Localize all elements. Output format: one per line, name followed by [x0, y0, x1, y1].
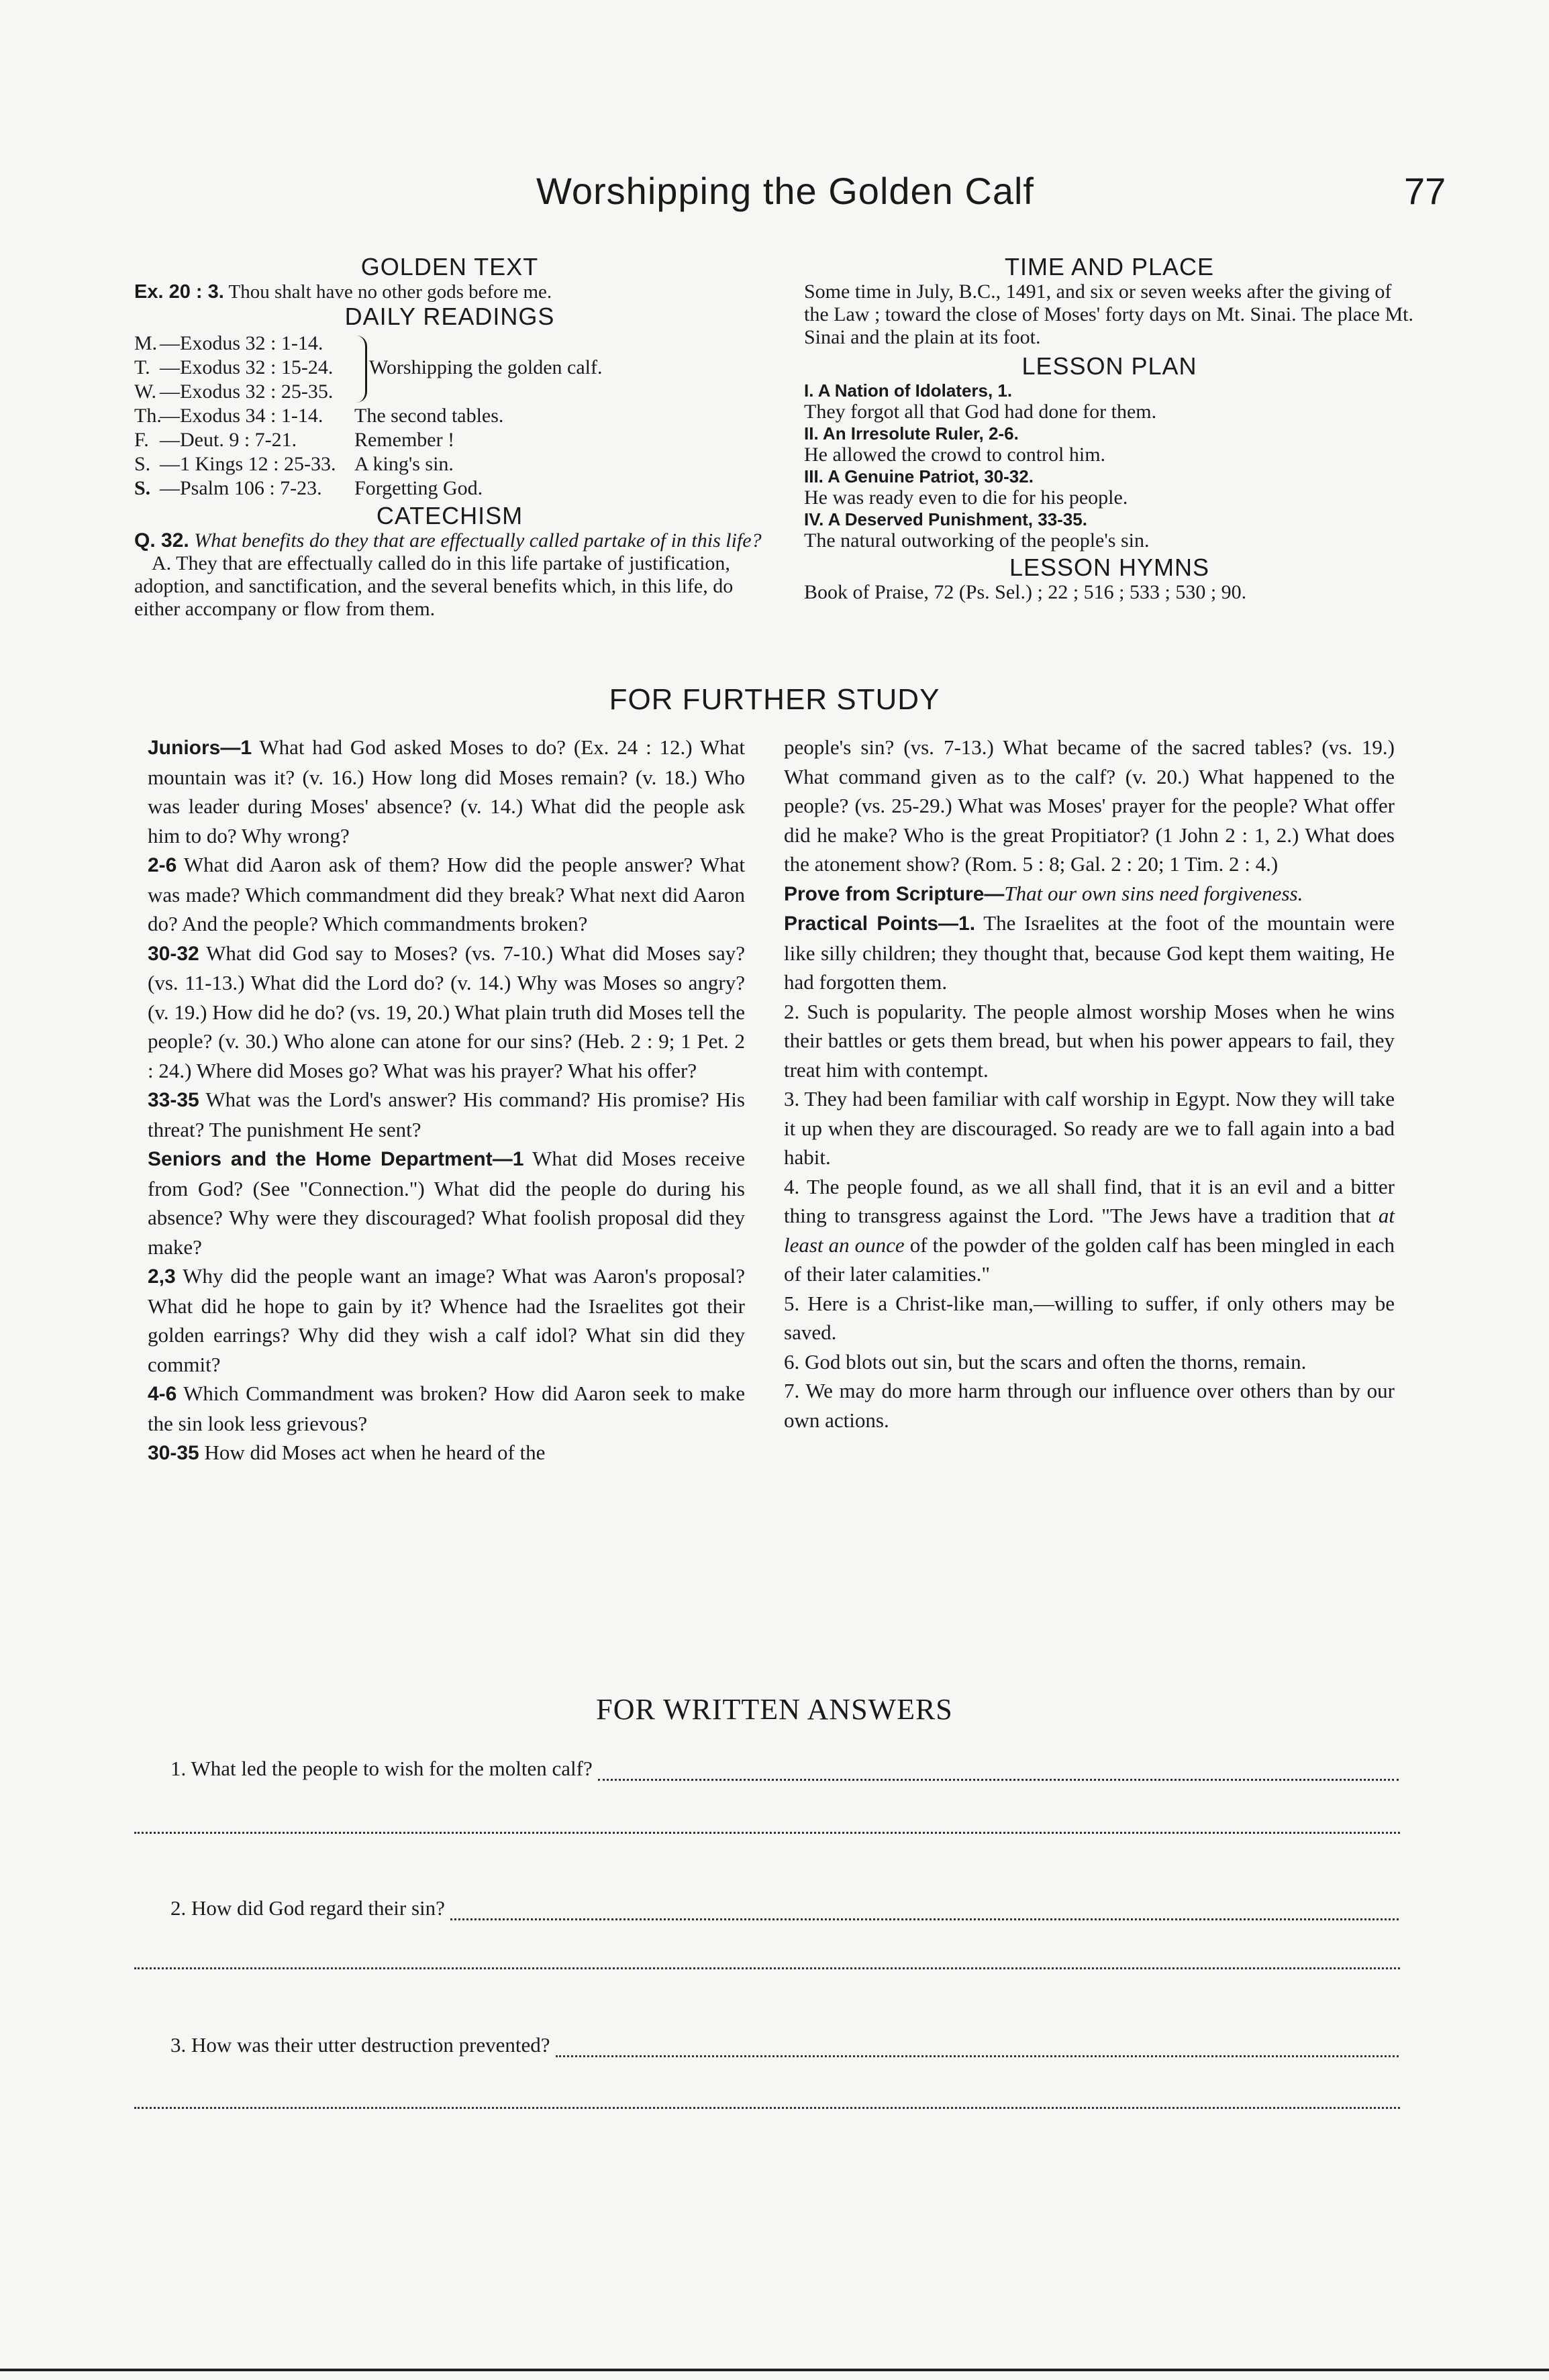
left-top-column [134, 254, 765, 621]
reading-item: T. —Exodus 32 : 15-24. [134, 356, 334, 378]
reading-item: M. —Exodus 32 : 1-14. [134, 332, 323, 354]
study-paragraph: 30-32 What did God say to Moses? (vs. 7-10.) What did Moses say? (vs. 11-13.) What did the Lord do? (v. 14.) Why was Moses so angry? (v. 19.) How did he do? (vs. 19, 20.) What plain truth did Moses tell the people? (v. 30.) Who alone can atone for our sins? (Heb. 2 : 9; 1 Pet. 2 : 24.) Where did Moses go? What was his prayer? What his offer? [148, 941, 745, 1082]
lesson-hymns-heading: LESSON HYMNS [1009, 554, 1210, 581]
golden-text-heading: GOLDEN TEXT [360, 253, 539, 280]
prove-from-scripture: Prove from Scripture—That our own sins need forgiveness. [784, 881, 1303, 905]
golden-text-body: Thou shalt have no other gods before me. [228, 281, 552, 303]
study-paragraph: 4-6 Which Commandment was broken? How did Aaron seek to make the sin look less grievous? [148, 1382, 745, 1435]
page-title: Worshipping the Golden Calf [536, 170, 1034, 212]
study-paragraph: 2-6 What did Aaron ask of them? How did the people answer? What was made? Which commandment did they break? What next did Aaron do? And the people? Which commandments broken? [148, 853, 745, 935]
written-answers-heading: FOR WRITTEN ANSWERS [596, 1693, 953, 1726]
lesson-hymns-text: Book of Praise, 72 (Ps. Sel.) ; 22 ; 516 ; 533 ; 530 ; 90. [804, 581, 1247, 603]
reading-item: Th.—Exodus 34 : 1-14. The second tables. [134, 405, 504, 427]
answer-line[interactable] [134, 2107, 1400, 2109]
further-study-heading: FOR FURTHER STUDY [609, 683, 940, 716]
running-head [0, 169, 1549, 216]
question-text: 2. How did God regard their sin? [170, 1896, 445, 1920]
golden-text [134, 280, 765, 303]
written-question [170, 1896, 1399, 1920]
golden-text-reference: Ex. 20 : 3. [134, 281, 224, 303]
lesson-plan-item: IV. A Deserved Punishment, 33-35. The natural outworking of the people's sin. [804, 509, 1150, 552]
practical-point: 3. They had been familiar with calf worship in Egypt. Now they will take it up when they are discouraged. So ready are we to fall again into a bad habit. [784, 1087, 1395, 1169]
question-text: 1. What led the people to wish for the molten calf? [170, 1757, 593, 1780]
reading-item: W. —Exodus 32 : 25-35. [134, 380, 334, 403]
time-place-heading: TIME AND PLACE [1004, 253, 1215, 280]
daily-readings-list [134, 331, 765, 503]
right-top-column [804, 254, 1415, 604]
reading-item: F. —Deut. 9 : 7-21. Remember ! [134, 429, 455, 451]
catechism-heading: CATECHISM [376, 502, 523, 529]
brace-mark [356, 335, 367, 403]
practical-point: Practical Points—1. The Israelites at the foot of the mountain were like silly children; they thought that, because God kept them waiting, He had forgotten them. [784, 911, 1395, 994]
page-number: 77 [1404, 170, 1446, 212]
practical-point: 7. We may do more harm through our influence over others than by our own actions. [784, 1379, 1395, 1432]
lesson-plan-item: II. An Irresolute Ruler, 2-6. He allowed the crowd to control him. [804, 423, 1106, 466]
answer-line[interactable] [598, 1760, 1399, 1781]
study-paragraph: Juniors—1 What had God asked Moses to do? (Ex. 24 : 12.) What mountain was it? (v. 16.) How long did Moses remain? (v. 18.) Who was leader during Moses' absence? (v. 14.) What did the people ask him to do? Why wrong? [148, 735, 745, 847]
page-bottom-edge [0, 2369, 1549, 2371]
practical-point: 4. The people found, as we all shall find, that it is an evil and a bitter thing to transgress against the Lord. "The Jews have a tradition that at least an ounce of the powder of the golden calf has been mingled in each of their later calamities." [784, 1174, 1395, 1286]
answer-line[interactable] [134, 1967, 1400, 1969]
written-question [170, 1757, 1399, 1781]
daily-readings-heading: DAILY READINGS [344, 303, 555, 330]
reading-brace-title: Worshipping the golden calf. [369, 356, 603, 378]
reading-item: S. —1 Kings 12 : 25-33. A king's sin. [134, 453, 454, 475]
study-paragraph: 2,3 Why did the people want an image? What was Aaron's proposal? What did he hope to gain by it? Whence had the Israelites got their golden earrings? Why did they wish a calf idol? What sin did they commit? [148, 1264, 745, 1376]
lesson-plan-item: III. A Genuine Patriot, 30-32. He was ready even to die for his people. [804, 466, 1128, 509]
answer-line[interactable] [556, 2036, 1399, 2057]
study-paragraph: 33-35 What was the Lord's answer? His command? His promise? His threat? The punishment He sent? [148, 1088, 745, 1141]
question-text: 3. How was their utter destruction prevented? [170, 2033, 550, 2057]
study-paragraph: 30-35 How did Moses act when he heard of the [148, 1441, 546, 1464]
answer-line[interactable] [450, 1900, 1399, 1920]
time-place-text: Some time in July, B.C., 1491, and six or seven weeks after the giving of the Law ; toward the close of Moses' forty days on Mt. Sinai. The place Mt. Sinai and the plain at its foot. [804, 280, 1413, 348]
further-study-right-column [784, 733, 1395, 1435]
study-continuation: people's sin? (vs. 7-13.) What became of the sacred tables? (vs. 19.) What command given as to the calf? (v. 20.) What happened to the people? (vs. 25-29.) What was Moses' prayer for the people? What offer did he make? Who is the great Propitiator? (1 John 2 : 1, 2.) What does the atonement show? (Rom. 5 : 8; Gal. 2 : 20; 1 Tim. 2 : 4.) [784, 735, 1395, 876]
lesson-plan-heading: LESSON PLAN [1021, 352, 1197, 380]
practical-point: 2. Such is popularity. The people almost worship Moses when he wins their battles or gets them bread, but when his power appears to fail, they treat him with contempt. [784, 999, 1395, 1082]
further-study-left-column [148, 733, 745, 1468]
reading-item: S. —Psalm 106 : 7-23. Forgetting God. [134, 477, 483, 499]
answer-line[interactable] [134, 1832, 1400, 1834]
catechism-answer: A. They that are effectually called do in this life partake of justification, adoption, and sanctification, and the several benefits which, in this life, do either accompany or flow from them. [134, 552, 734, 620]
study-paragraph: Seniors and the Home Department—1 What did Moses receive from God? (See "Connection.") What did the people do during his absence? Why were they discouraged? What foolish proposal did they make? [148, 1147, 745, 1259]
catechism-question: Q. 32. What benefits do they that are effectually called partake of in this life? [134, 529, 762, 552]
practical-point: 6. God blots out sin, but the scars and often the thorns, remain. [784, 1349, 1307, 1374]
practical-point: 5. Here is a Christ-like man,—willing to suffer, if only others may be saved. [784, 1291, 1395, 1344]
written-question [170, 2033, 1399, 2057]
lesson-plan-item: I. A Nation of Idolaters, 1. They forgot all that God had done for them. [804, 380, 1157, 423]
